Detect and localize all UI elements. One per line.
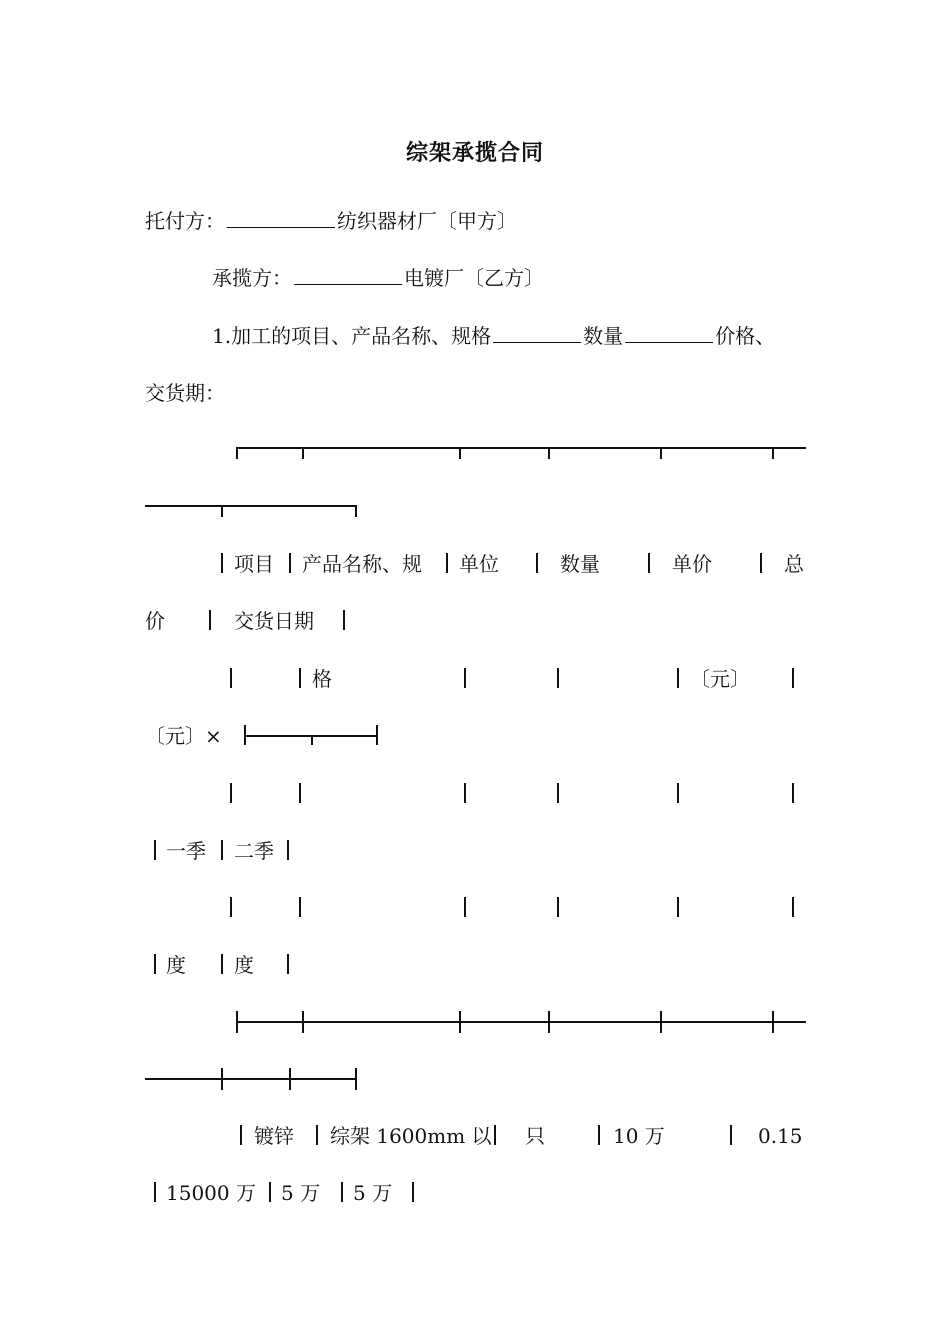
table-mid-rule bbox=[236, 1021, 806, 1023]
cell-divider bbox=[230, 668, 232, 688]
header-item: 项目 bbox=[234, 552, 274, 576]
table-tick bbox=[236, 447, 238, 459]
row-product-name: 综架 1600mm 以 bbox=[330, 1124, 492, 1148]
header-total-yuan: 〔元〕× bbox=[145, 724, 222, 748]
header-delivery-date: 交货日期 bbox=[234, 609, 314, 633]
contractor-line bbox=[212, 263, 544, 293]
contractor-blank bbox=[294, 264, 402, 285]
header-total-cont: 价 bbox=[145, 609, 165, 633]
header-product-name: 产品名称、规 bbox=[302, 552, 422, 576]
table-tick bbox=[355, 505, 357, 517]
header-quarter-2: 二季 bbox=[234, 839, 274, 863]
header-total: 总 bbox=[784, 552, 804, 576]
row-quantity: 10 万 bbox=[613, 1124, 665, 1148]
table-tick bbox=[311, 735, 313, 745]
table-tick bbox=[236, 1011, 238, 1033]
cell-divider bbox=[221, 840, 223, 860]
cell-divider bbox=[154, 840, 156, 860]
clause-1-qty: 数量 bbox=[583, 324, 624, 348]
qty-blank bbox=[625, 322, 713, 343]
header-quantity: 数量 bbox=[560, 552, 600, 576]
cell-divider bbox=[677, 897, 679, 917]
cell-divider bbox=[154, 1182, 156, 1202]
cell-divider bbox=[464, 783, 466, 803]
clause-1-price: 价格、 bbox=[715, 324, 776, 348]
cell-divider bbox=[230, 897, 232, 917]
row-quarter-2: 5 万 bbox=[353, 1181, 393, 1205]
cell-divider bbox=[341, 1182, 343, 1202]
header-unit: 单位 bbox=[459, 552, 499, 576]
cell-divider bbox=[230, 783, 232, 803]
cell-divider bbox=[677, 783, 679, 803]
row-total: 15000 万 bbox=[166, 1181, 256, 1205]
row-unit: 只 bbox=[525, 1124, 545, 1148]
row-item: 镀锌 bbox=[254, 1124, 294, 1148]
client-line bbox=[145, 206, 517, 236]
cell-divider bbox=[536, 553, 538, 573]
header-unit-price-yuan: 〔元〕 bbox=[690, 667, 750, 691]
table-tick bbox=[302, 1011, 304, 1033]
cell-divider bbox=[557, 897, 559, 917]
cell-divider bbox=[289, 553, 291, 573]
table-tick bbox=[660, 447, 662, 459]
table-tick bbox=[660, 1011, 662, 1033]
clause-1-cont: 交货期： bbox=[145, 381, 225, 405]
cell-divider bbox=[287, 954, 289, 974]
cell-divider bbox=[464, 897, 466, 917]
cell-divider bbox=[557, 783, 559, 803]
header-unit-price: 单价 bbox=[672, 552, 712, 576]
table-tick bbox=[355, 1068, 357, 1090]
cell-divider bbox=[299, 897, 301, 917]
table-tick bbox=[221, 505, 223, 517]
clause-1-line bbox=[212, 321, 775, 351]
cell-divider bbox=[464, 668, 466, 688]
table-top-rule bbox=[236, 447, 806, 449]
table-tick bbox=[459, 1011, 461, 1033]
cell-divider bbox=[240, 1125, 242, 1145]
clause-1-prefix: 1.加工的项目、产品名称、规格 bbox=[212, 324, 492, 348]
cell-divider bbox=[221, 553, 223, 573]
cell-divider bbox=[299, 668, 301, 688]
header-quarter-2-cont: 度 bbox=[234, 953, 254, 977]
cell-divider bbox=[792, 897, 794, 917]
cell-divider bbox=[494, 1125, 496, 1145]
table-top-rule-cont bbox=[145, 505, 357, 507]
row-quarter-1: 5 万 bbox=[281, 1181, 321, 1205]
header-quarter-1-cont: 度 bbox=[166, 953, 186, 977]
table-tick bbox=[459, 447, 461, 459]
table-tick bbox=[772, 1011, 774, 1033]
table-tick bbox=[302, 447, 304, 459]
cell-divider bbox=[221, 954, 223, 974]
cell-divider bbox=[446, 553, 448, 573]
cell-divider bbox=[677, 668, 679, 688]
cell-divider bbox=[730, 1125, 732, 1145]
cell-divider bbox=[287, 840, 289, 860]
cell-divider bbox=[760, 553, 762, 573]
contractor-label: 承揽方： bbox=[212, 266, 292, 290]
header-product-name-cont: 格 bbox=[312, 667, 332, 691]
spec-blank bbox=[493, 322, 581, 343]
cell-divider bbox=[299, 783, 301, 803]
cell-divider bbox=[316, 1125, 318, 1145]
table-tick bbox=[289, 1068, 291, 1090]
cell-divider bbox=[154, 954, 156, 974]
cell-divider bbox=[557, 668, 559, 688]
cell-divider bbox=[343, 610, 345, 630]
client-name: 纺织器材厂〔甲方〕 bbox=[337, 209, 517, 233]
cell-divider bbox=[598, 1125, 600, 1145]
client-blank bbox=[227, 207, 335, 228]
cell-divider bbox=[412, 1182, 414, 1202]
contractor-name: 电镀厂〔乙方〕 bbox=[404, 266, 544, 290]
table-mid-rule-cont bbox=[145, 1078, 357, 1080]
client-label: 托付方： bbox=[145, 209, 225, 233]
document-title: 综架承揽合同 bbox=[405, 140, 544, 166]
row-unit-price: 0.15 bbox=[758, 1124, 803, 1148]
table-tick bbox=[548, 447, 550, 459]
table-tick bbox=[221, 1068, 223, 1090]
cell-divider bbox=[792, 668, 794, 688]
cell-divider bbox=[209, 610, 211, 630]
cell-divider bbox=[269, 1182, 271, 1202]
header-quarter-1: 一季 bbox=[166, 839, 206, 863]
table-tick bbox=[376, 725, 378, 745]
cell-divider bbox=[792, 783, 794, 803]
table-tick bbox=[548, 1011, 550, 1033]
cell-divider bbox=[648, 553, 650, 573]
table-tick bbox=[772, 447, 774, 459]
